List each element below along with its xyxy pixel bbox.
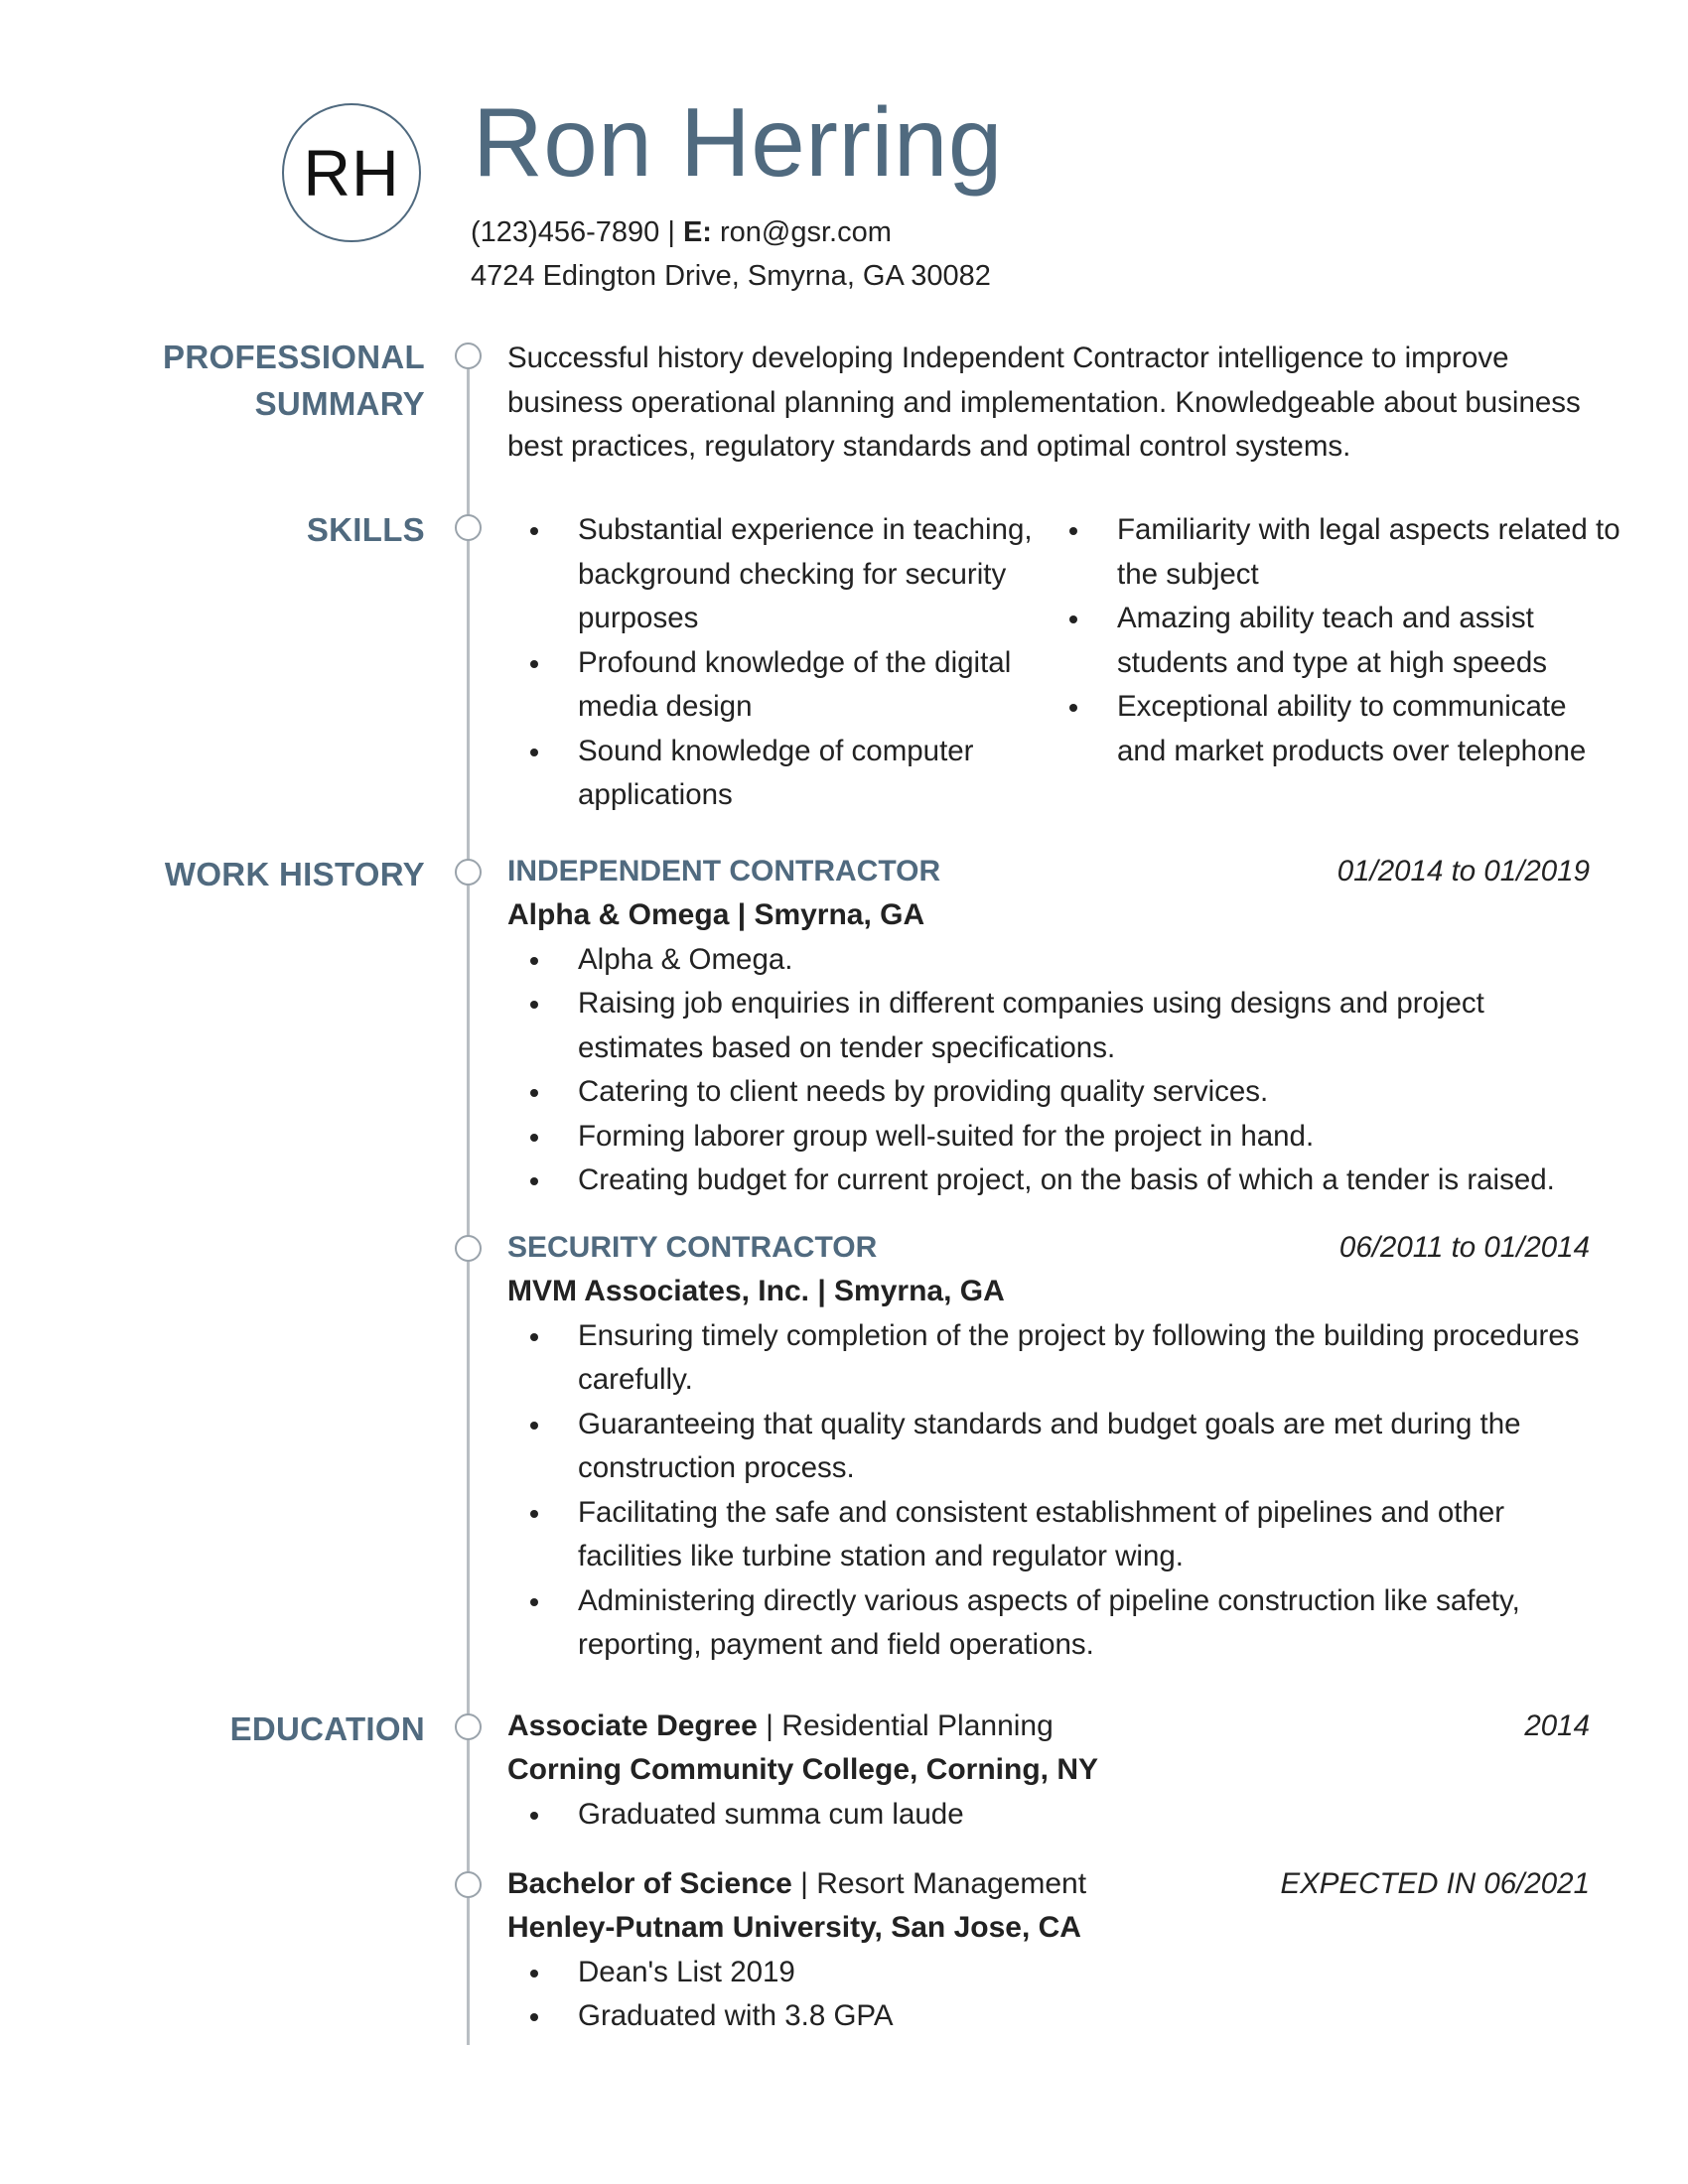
job-bullet: Catering to client needs by providing quality services. — [507, 1070, 1590, 1115]
skill-item: Substantial experience in teaching, background checking for security purposes — [507, 508, 1063, 641]
education-date: EXPECTED IN 06/2021 — [1280, 1867, 1590, 1900]
contact-separator: | — [667, 216, 675, 248]
job-bullet: Guaranteeing that quality standards and budget goals are met during the construction process. — [507, 1403, 1590, 1491]
degree-separator: | — [800, 1867, 808, 1900]
candidate-name: Ron Herring — [473, 87, 1003, 197]
skill-item: Exceptional ability to communicate and market products over telephone — [1047, 685, 1622, 773]
job-header — [507, 850, 1590, 893]
degree-line — [507, 1709, 1054, 1742]
address: 4724 Edington Drive, Smyrna, GA 30082 — [471, 260, 991, 292]
job-dates: 01/2014 to 01/2019 — [1336, 855, 1590, 887]
job-entry — [507, 850, 1590, 1203]
timeline-line — [467, 359, 470, 2045]
skill-item: Profound knowledge of the digital media design — [507, 641, 1063, 730]
education-header — [507, 1705, 1590, 1748]
school: Corning Community College, Corning, NY — [507, 1753, 1098, 1786]
email: ron@gsr.com — [720, 216, 892, 248]
section-title-summary-line1: PROFESSIONAL — [163, 339, 425, 375]
job-company: MVM Associates, Inc. | Smyrna, GA — [507, 1275, 1005, 1307]
job-bullet: Raising job enquiries in different companies using designs and project estimates based on tender specifications. — [507, 982, 1590, 1070]
section-title-summary-line2: SUMMARY — [254, 385, 425, 422]
degree: Associate Degree — [507, 1709, 758, 1742]
timeline-node-work-1 — [455, 859, 482, 886]
field-of-study: Residential Planning — [781, 1709, 1054, 1742]
field-of-study: Resort Management — [816, 1867, 1087, 1900]
education-bullets — [507, 1951, 1590, 2039]
section-title-summary — [163, 334, 425, 427]
timeline-node-skills — [455, 514, 482, 541]
initials: RH — [303, 136, 400, 209]
school: Henley-Putnam University, San Jose, CA — [507, 1911, 1081, 1944]
job-entry — [507, 1226, 1590, 1668]
section-title-education: EDUCATION — [229, 1710, 425, 1747]
job-title: SECURITY CONTRACTOR — [507, 1231, 878, 1264]
job-bullet: Ensuring timely completion of the project by following the building procedures carefully. — [507, 1314, 1590, 1403]
education-entry — [507, 1705, 1590, 1837]
summary-text: Successful history developing Independent Contractor intelligence to improve business operational planning and implementation. Knowledgeable about business best practices, regulatory standards and optimal control systems. — [507, 341, 1581, 463]
phone: (123)456-7890 — [471, 216, 660, 248]
contact-line-1 — [471, 210, 991, 254]
contact-info — [471, 210, 991, 298]
job-bullet: Forming laborer group well-suited for the project in hand. — [507, 1115, 1590, 1160]
education-date: 2014 — [1524, 1709, 1590, 1742]
education-bullet: Graduated with 3.8 GPA — [507, 1994, 1590, 2039]
section-title-skills: SKILLS — [306, 511, 425, 548]
education-bullet: Dean's List 2019 — [507, 1951, 1590, 1995]
job-bullet: Creating budget for current project, on the basis of which a tender is raised. — [507, 1159, 1590, 1203]
timeline-node-edu-1 — [455, 1713, 482, 1740]
education-bullets — [507, 1793, 1590, 1838]
job-company: Alpha & Omega | Smyrna, GA — [507, 898, 925, 931]
skill-item: Sound knowledge of computer applications — [507, 730, 1063, 818]
timeline-node-edu-2 — [455, 1871, 482, 1898]
education-entry — [507, 1862, 1590, 2039]
job-bullet: Administering directly various aspects of pipeline construction like safety, reporting, payment and field operations. — [507, 1579, 1590, 1668]
skill-item: Amazing ability teach and assist students and type at high speeds — [1047, 597, 1622, 685]
job-bullets — [507, 938, 1590, 1203]
job-dates: 06/2011 to 01/2014 — [1338, 1231, 1590, 1264]
job-header — [507, 1226, 1590, 1270]
timeline-node-summary — [455, 342, 482, 369]
section-title-work: WORK HISTORY — [164, 856, 425, 892]
job-bullet: Alpha & Omega. — [507, 938, 1590, 983]
job-bullet: Facilitating the safe and consistent establishment of pipelines and other facilities like turbine station and regulator wing. — [507, 1491, 1590, 1579]
degree: Bachelor of Science — [507, 1867, 792, 1900]
education-bullet: Graduated summa cum laude — [507, 1793, 1590, 1838]
degree-separator: | — [766, 1709, 774, 1742]
skill-item: Familiarity with legal aspects related to the subject — [1047, 508, 1622, 597]
degree-line — [507, 1867, 1086, 1900]
monogram-avatar — [282, 103, 421, 242]
education-header — [507, 1862, 1590, 1906]
timeline-node-work-2 — [455, 1235, 482, 1262]
skills-list-left — [507, 508, 1063, 818]
job-title: INDEPENDENT CONTRACTOR — [507, 855, 941, 887]
job-bullets — [507, 1314, 1590, 1668]
skills-list-right — [1047, 508, 1622, 773]
email-label: E: — [682, 216, 712, 248]
